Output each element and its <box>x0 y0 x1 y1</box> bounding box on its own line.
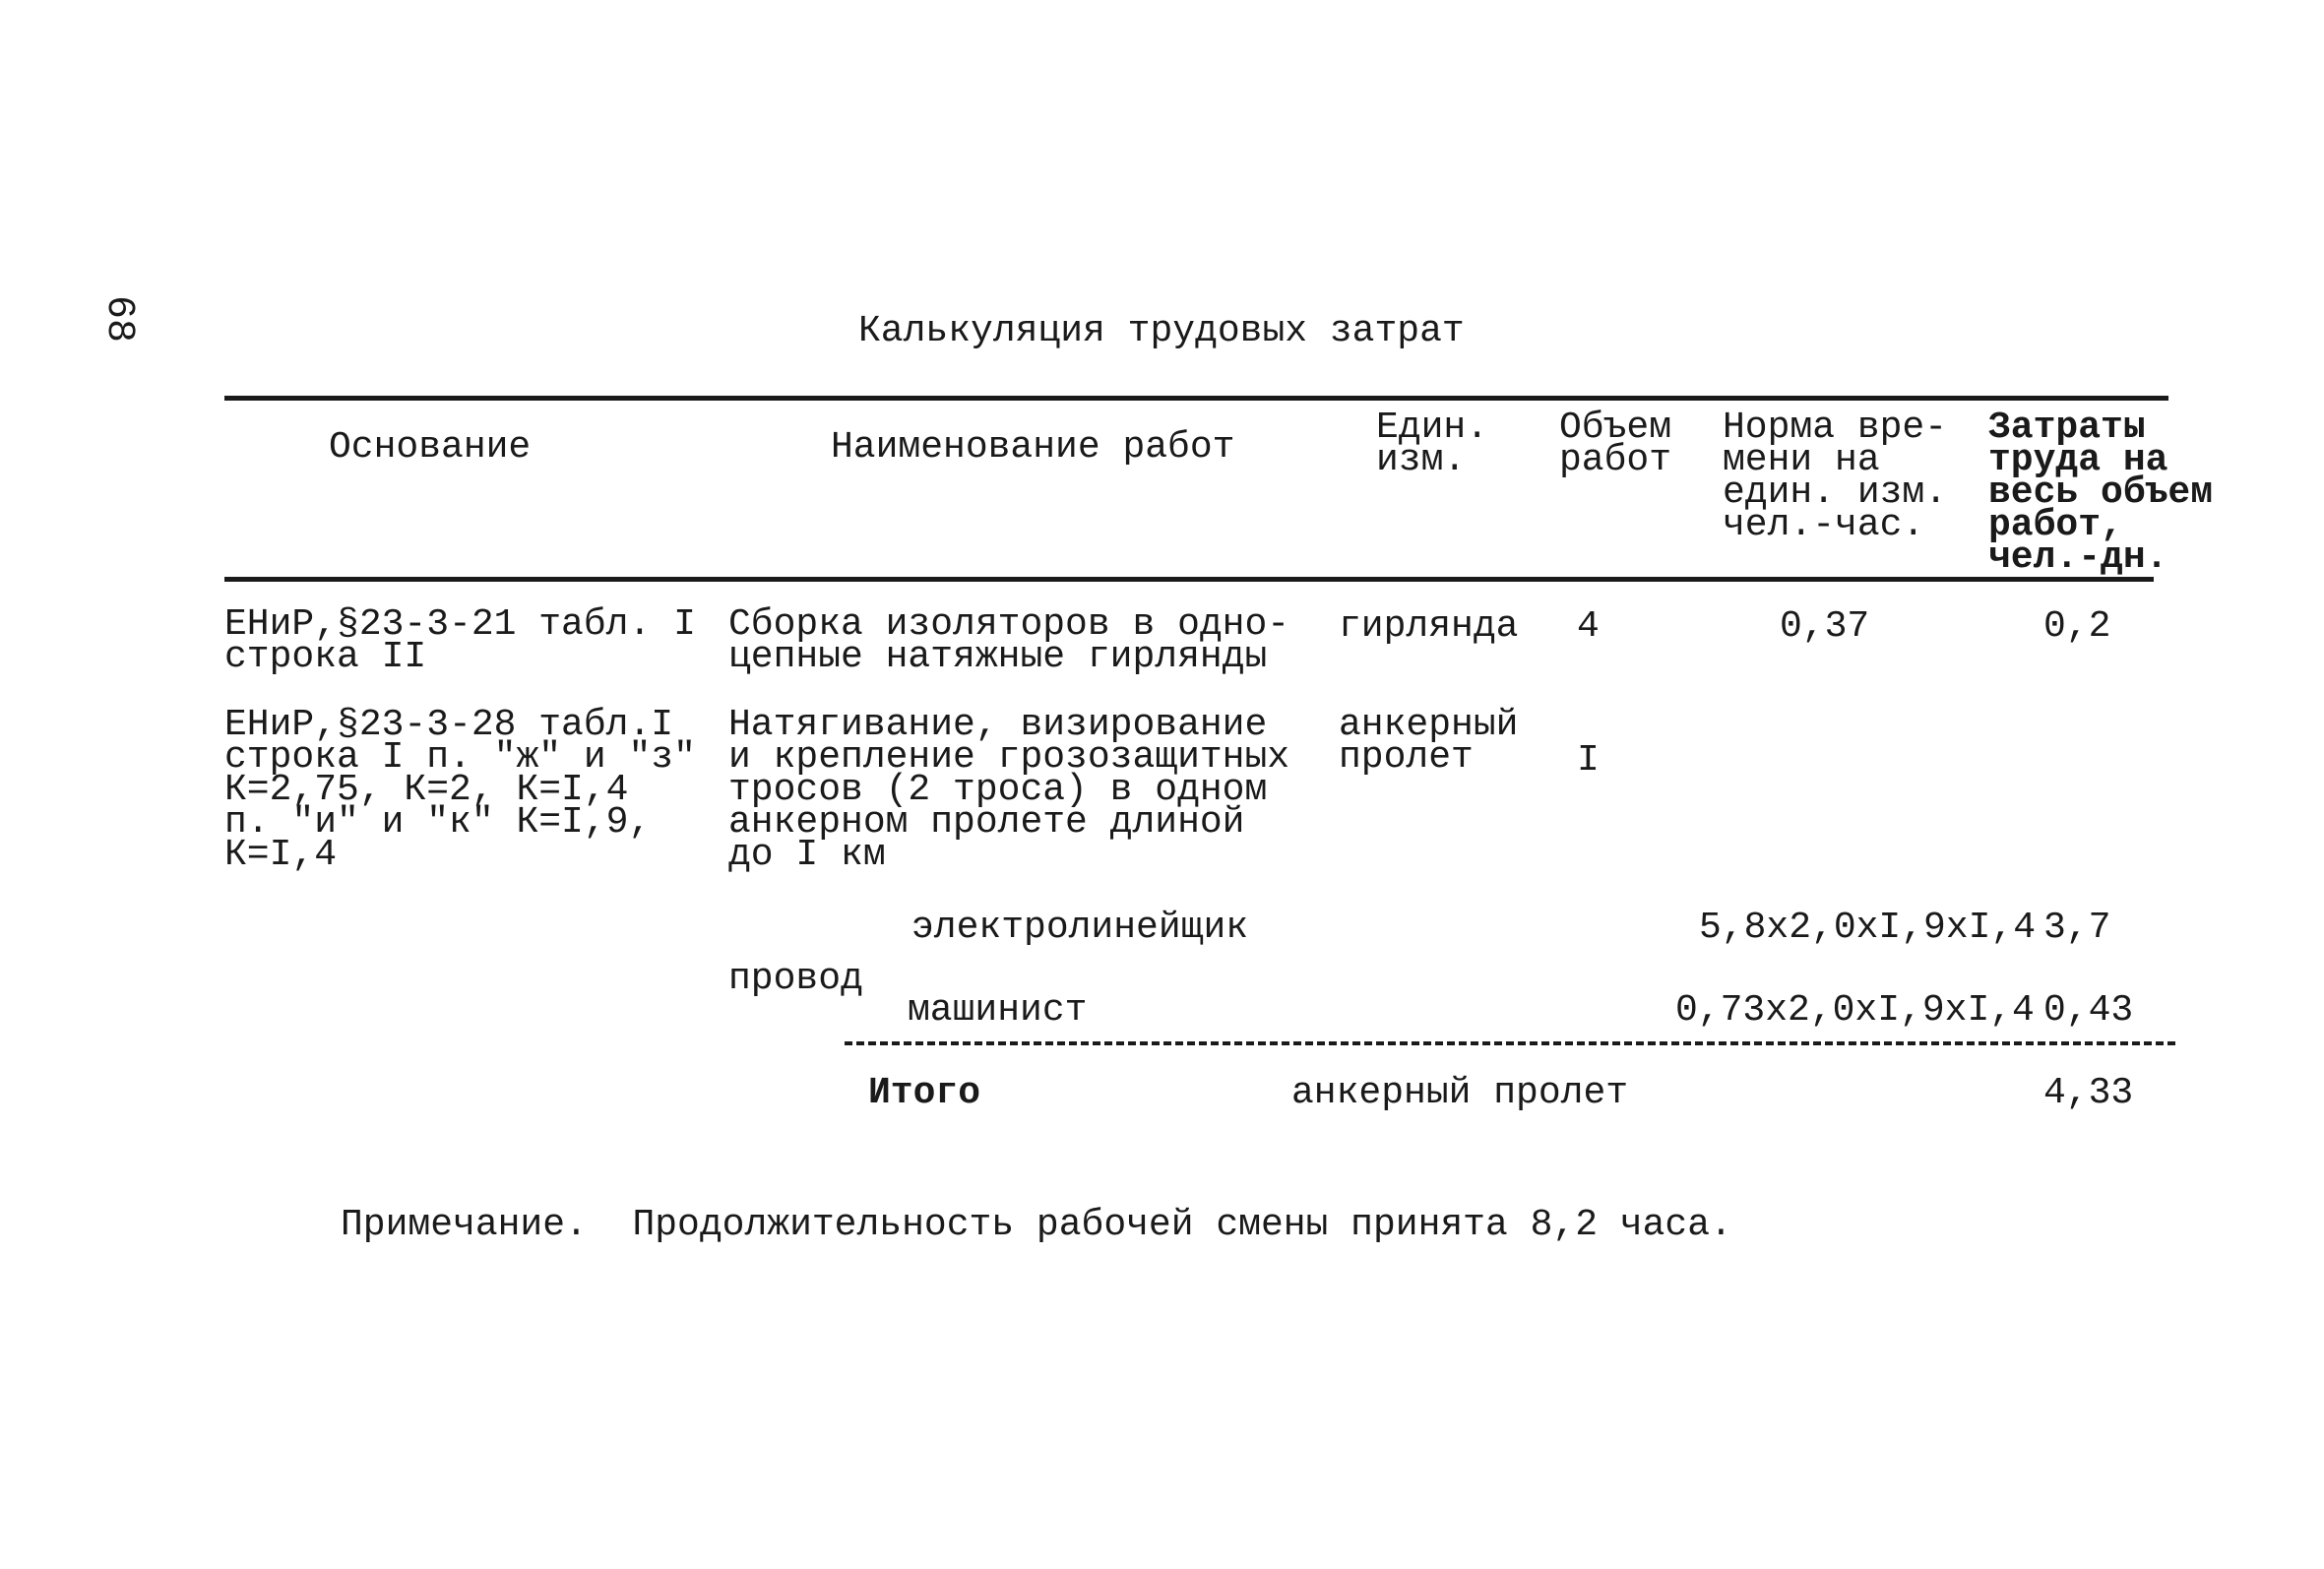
row2-work-name: Натягивание, визирование и крепление грозозащитных тросов (2 троса) в одном анкерном пролете длиной до I км <box>728 704 1290 876</box>
row2-volume: I <box>1577 739 1600 782</box>
page-title: Калькуляция трудовых затрат <box>858 310 1465 352</box>
total-dashed-rule <box>845 1041 2175 1045</box>
header-basis: Основание <box>329 426 532 469</box>
header-unit: Един. изм. <box>1376 407 1489 481</box>
row2-basis: ЕНиР,§23-3-28 табл.I строка I п. "ж" и "з" К=2,75, К=2, К=I,4 п. "и" и "к" К=I,9, К=I,4 <box>224 704 696 876</box>
header-norm: Норма вре- мени на един. изм. чел.-час. <box>1723 407 1948 546</box>
worker-labor-operator: 0,43 <box>2043 989 2134 1032</box>
total-unit: анкерный пролет <box>1291 1072 1629 1114</box>
table-top-rule <box>224 396 2168 401</box>
worker-labor-electrician: 3,7 <box>2043 907 2111 949</box>
total-labor: 4,33 <box>2043 1072 2134 1114</box>
row2-unit: анкерный пролет <box>1339 704 1519 779</box>
worker-norm-operator: 0,73х2,0хI,9хI,4 <box>1675 989 2035 1032</box>
header-work-name: Наименование работ <box>831 426 1235 469</box>
row1-norm: 0,37 <box>1780 605 1870 648</box>
row1-labor: 0,2 <box>2043 605 2111 648</box>
row1-basis: ЕНиР,§23-3-21 табл. I строка II <box>224 603 696 678</box>
header-labor: Затраты труда на весь объем работ, чел.-дн. <box>1988 407 2214 579</box>
total-label: Итого <box>868 1072 981 1114</box>
worker-role-operator: машинист <box>908 989 1088 1032</box>
worker-group-label: провод <box>728 958 863 1000</box>
header-volume: Объем работ <box>1559 407 1672 481</box>
worker-norm-electrician: 5,8х2,0хI,9хI,4 <box>1699 907 2037 949</box>
page-number: 68 <box>96 295 141 344</box>
header-bottom-rule <box>224 577 2154 582</box>
row1-unit: гирлянда <box>1339 605 1519 648</box>
row1-work-name: Сборка изоляторов в одно- цепные натяжные гирлянды <box>728 603 1290 678</box>
row1-volume: 4 <box>1577 605 1600 648</box>
worker-role-electrician: электролинейщик <box>911 907 1249 949</box>
footnote: Примечание. Продолжительность рабочей смены принята 8,2 часа. <box>341 1204 1732 1246</box>
